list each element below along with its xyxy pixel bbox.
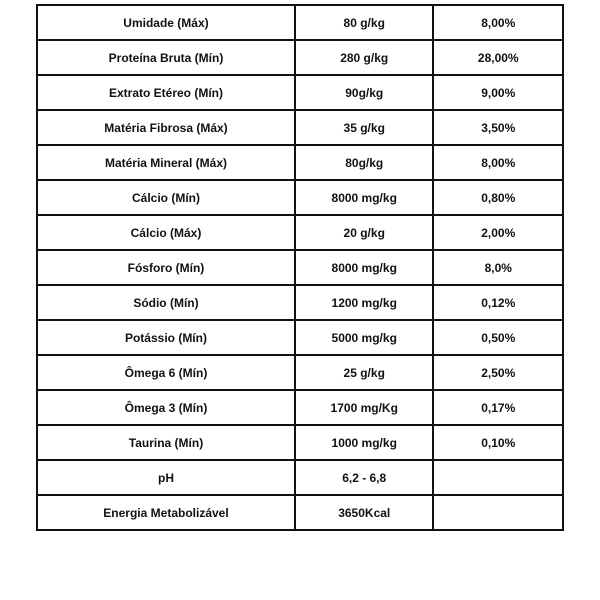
amount-cell: 1200 mg/kg (295, 285, 434, 320)
nutrient-cell: pH (37, 460, 295, 495)
table-row (37, 425, 563, 460)
nutrition-table (36, 4, 564, 531)
nutrient-cell: Matéria Fibrosa (Máx) (37, 110, 295, 145)
table-row (37, 390, 563, 425)
percent-cell: 9,00% (433, 75, 563, 110)
amount-cell: 6,2 - 6,8 (295, 460, 434, 495)
nutrient-cell: Fósforo (Mín) (37, 250, 295, 285)
percent-cell: 0,80% (433, 180, 563, 215)
nutrient-cell: Taurina (Mín) (37, 425, 295, 460)
amount-cell: 3650Kcal (295, 495, 434, 530)
nutrient-cell: Cálcio (Máx) (37, 215, 295, 250)
percent-cell: 2,00% (433, 215, 563, 250)
percent-cell: 8,00% (433, 145, 563, 180)
percent-cell: 28,00% (433, 40, 563, 75)
percent-cell: 8,0% (433, 250, 563, 285)
table-row (37, 5, 563, 40)
percent-cell: 3,50% (433, 110, 563, 145)
percent-cell: 8,00% (433, 5, 563, 40)
nutrient-cell: Umidade (Máx) (37, 5, 295, 40)
table-row (37, 110, 563, 145)
nutrient-cell: Energia Metabolizável (37, 495, 295, 530)
percent-cell: 2,50% (433, 355, 563, 390)
table-row (37, 250, 563, 285)
nutrient-cell: Matéria Mineral (Máx) (37, 145, 295, 180)
percent-cell (433, 495, 563, 530)
amount-cell: 20 g/kg (295, 215, 434, 250)
amount-cell: 25 g/kg (295, 355, 434, 390)
nutrient-cell: Ômega 3 (Mín) (37, 390, 295, 425)
table-row (37, 495, 563, 530)
nutrient-cell: Sódio (Mín) (37, 285, 295, 320)
table-row (37, 145, 563, 180)
nutrient-cell: Ômega 6 (Mín) (37, 355, 295, 390)
table-row (37, 460, 563, 495)
percent-cell: 0,17% (433, 390, 563, 425)
percent-cell (433, 460, 563, 495)
amount-cell: 8000 mg/kg (295, 250, 434, 285)
table-row (37, 285, 563, 320)
nutrient-cell: Potássio (Mín) (37, 320, 295, 355)
nutrient-cell: Extrato Etéreo (Mín) (37, 75, 295, 110)
table-row (37, 215, 563, 250)
table-row (37, 320, 563, 355)
amount-cell: 90g/kg (295, 75, 434, 110)
amount-cell: 8000 mg/kg (295, 180, 434, 215)
amount-cell: 1000 mg/kg (295, 425, 434, 460)
percent-cell: 0,50% (433, 320, 563, 355)
table-row (37, 355, 563, 390)
table-row (37, 75, 563, 110)
amount-cell: 1700 mg/Kg (295, 390, 434, 425)
amount-cell: 35 g/kg (295, 110, 434, 145)
nutrient-cell: Cálcio (Mín) (37, 180, 295, 215)
amount-cell: 80g/kg (295, 145, 434, 180)
amount-cell: 80 g/kg (295, 5, 434, 40)
percent-cell: 0,10% (433, 425, 563, 460)
amount-cell: 280 g/kg (295, 40, 434, 75)
table-row (37, 40, 563, 75)
amount-cell: 5000 mg/kg (295, 320, 434, 355)
percent-cell: 0,12% (433, 285, 563, 320)
table-row (37, 180, 563, 215)
nutrient-cell: Proteína Bruta (Mín) (37, 40, 295, 75)
